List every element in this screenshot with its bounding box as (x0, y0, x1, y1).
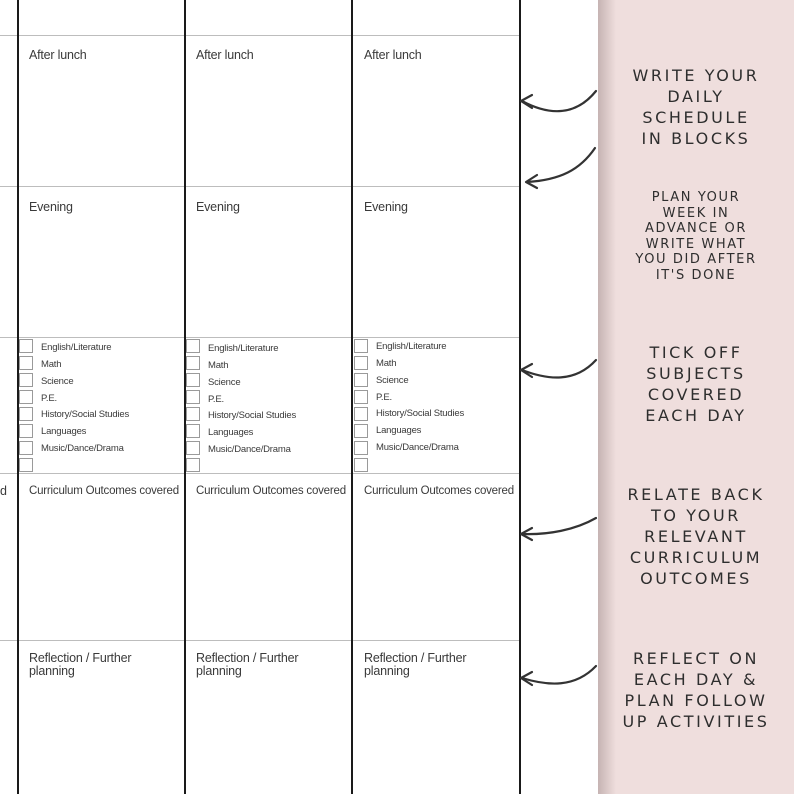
partial-curriculum-label: d (0, 484, 7, 498)
callout-reflect: REFLECT ON EACH DAY & PLAN FOLLOW UP ACTIVITIES (622, 649, 770, 731)
evening-label: Evening (364, 200, 408, 214)
subject-label: History/Social Studies (41, 409, 129, 420)
subject-label: Music/Dance/Drama (208, 444, 291, 455)
reflection-label: Reflection / Further (364, 651, 467, 665)
subject-label: Languages (376, 425, 422, 436)
callout-daily-schedule: WRITE YOUR DAILY SCHEDULE IN BLOCKS (632, 66, 760, 148)
reflection-label: Reflection / Further (196, 651, 299, 665)
subject-label: Music/Dance/Drama (41, 443, 124, 454)
evening-label: Evening (196, 200, 240, 214)
curved-arrow-icon (521, 518, 596, 540)
curved-arrow-icon (521, 666, 596, 685)
reflection-label: planning (29, 664, 75, 678)
subject-label: Math (376, 358, 397, 369)
subject-label: English/Literature (376, 341, 447, 352)
reflection-label: planning (364, 664, 410, 678)
after-lunch-label: After lunch (364, 48, 422, 62)
after-lunch-label: After lunch (29, 48, 87, 62)
subject-label: History/Social Studies (376, 408, 464, 419)
callout-curriculum: RELATE BACK TO YOUR RELEVANT CURRICULUM OUTCOMES (627, 485, 765, 588)
subject-label: Science (208, 377, 241, 388)
reflection-label: Reflection / Further (29, 651, 132, 665)
subject-label: P.E. (376, 392, 392, 403)
curriculum-label: Curriculum Outcomes covered (196, 485, 346, 497)
subject-label: History/Social Studies (208, 410, 296, 421)
callout-tick-subjects: TICK OFF SUBJECTS COVERED EACH DAY (645, 343, 747, 425)
reflection-label: planning (196, 664, 242, 678)
subject-label: Math (208, 360, 229, 371)
subject-label: Music/Dance/Drama (376, 442, 459, 453)
evening-label: Evening (29, 200, 73, 214)
subject-label: Science (376, 375, 409, 386)
curriculum-label: Curriculum Outcomes covered (364, 485, 514, 497)
subject-label: Science (41, 376, 74, 387)
subject-label: English/Literature (208, 343, 279, 354)
curved-arrow-icon (526, 148, 595, 188)
subject-label: Languages (41, 426, 87, 437)
curriculum-label: Curriculum Outcomes covered (29, 485, 179, 497)
callout-plan-week: PLAN YOUR WEEK IN ADVANCE OR WRITE WHAT YOU DID AFTER IT'S DONE (635, 190, 757, 283)
subject-label: Languages (208, 427, 254, 438)
subject-label: P.E. (208, 394, 224, 405)
curved-arrow-icon (521, 91, 596, 111)
subject-label: English/Literature (41, 342, 112, 353)
after-lunch-label: After lunch (196, 48, 254, 62)
subject-label: Math (41, 359, 62, 370)
subject-label: P.E. (41, 393, 57, 404)
curved-arrow-icon (521, 360, 596, 378)
